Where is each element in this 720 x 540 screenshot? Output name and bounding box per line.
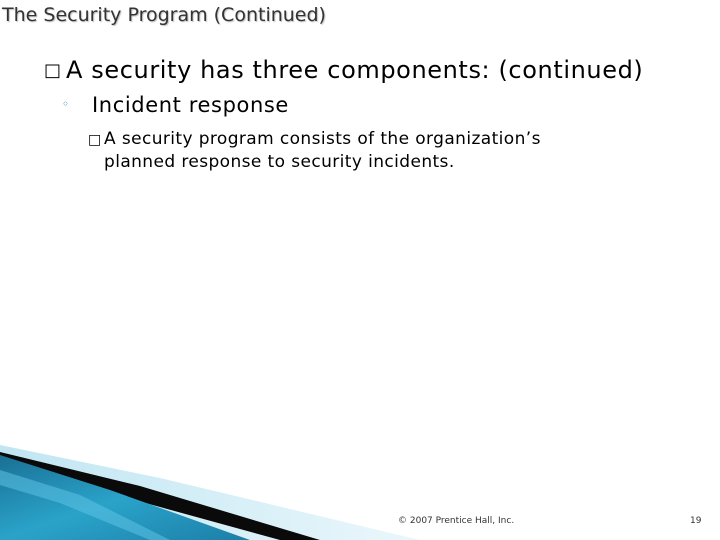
bullet-level2-text: Incident response bbox=[92, 93, 289, 117]
bullet-level1-text: A security has three components: (continued) bbox=[66, 56, 644, 84]
ring-bullet-icon: ◦ bbox=[62, 97, 70, 111]
bullet-level1 bbox=[44, 56, 643, 85]
slide-title: The Security Program (Continued) bbox=[2, 4, 326, 26]
bullet-level3-line2: planned response to security incidents. bbox=[104, 152, 455, 172]
bullet-level2 bbox=[62, 93, 289, 118]
slide-footer-copyright: © 2007 Prentice Hall, Inc. bbox=[398, 516, 515, 526]
box-bullet-small-icon: □ bbox=[88, 132, 102, 148]
bullet-level3 bbox=[88, 128, 688, 173]
box-bullet-icon: □ bbox=[44, 60, 62, 81]
slide-page-number: 19 bbox=[690, 516, 702, 526]
bullet-level3-line1: A security program consists of the organization’s bbox=[104, 129, 541, 149]
